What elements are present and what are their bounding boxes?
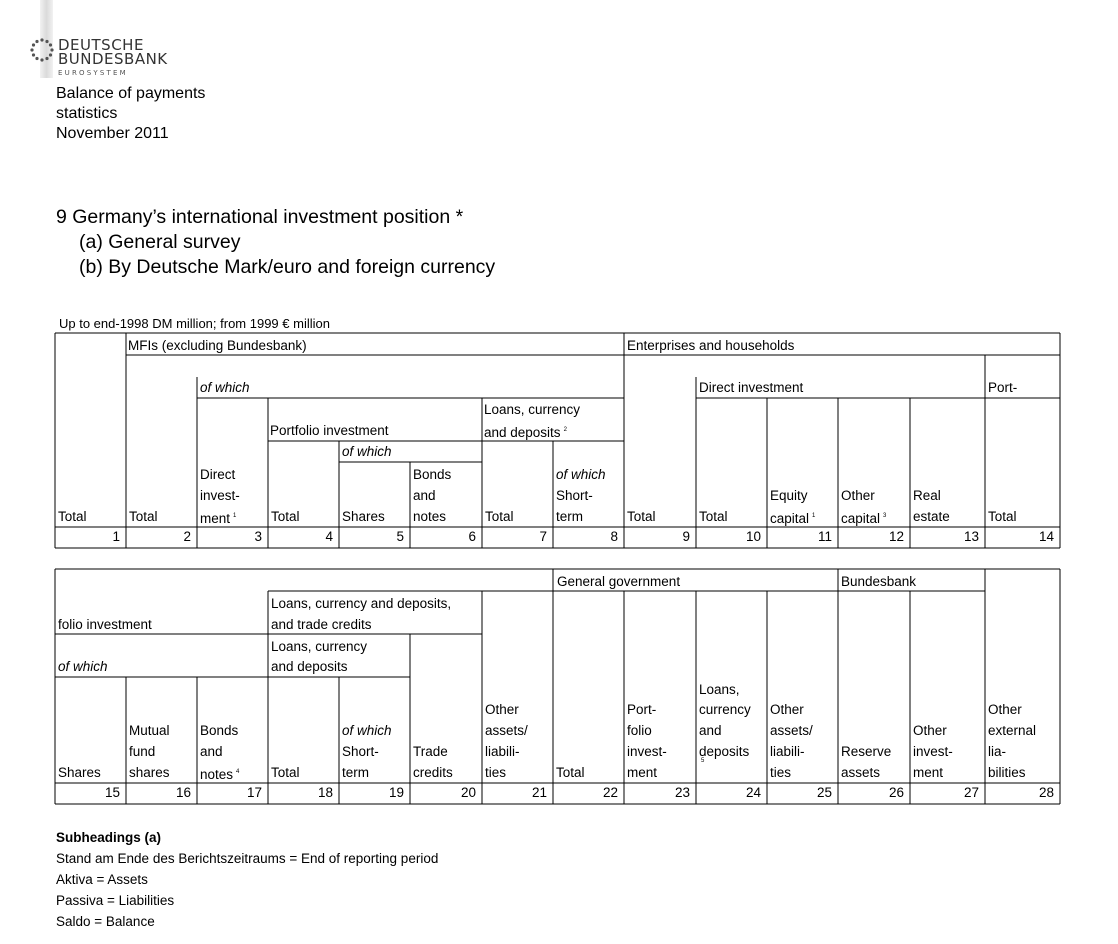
header-bundesbank: Bundesbank	[841, 574, 917, 589]
publication-line3: November 2011	[56, 125, 169, 142]
col-number: 8	[610, 529, 618, 544]
col6-label-2: and	[413, 488, 436, 503]
header-loans-trade-1: Loans, currency and deposits,	[271, 596, 452, 611]
publication-line1: Balance of payments	[56, 85, 206, 102]
col28-label-2: external	[988, 723, 1037, 738]
col-number: 22	[602, 785, 618, 800]
col24-label-2: currency	[699, 702, 751, 717]
header-general-government: General government	[557, 574, 681, 589]
col-number: 21	[531, 785, 547, 800]
col-number: 6	[468, 529, 476, 544]
col-number: 2	[183, 529, 191, 544]
col-number: 14	[1038, 529, 1054, 544]
notes-line: Passiva = Liabilities	[56, 893, 175, 908]
col-number: 23	[674, 785, 690, 800]
col20-label-2: credits	[413, 765, 453, 780]
header-loans-currency: Loans, currency	[271, 639, 368, 654]
logo-text-line2: BUNDESBANK	[58, 50, 168, 68]
col2-label: Total	[129, 509, 158, 524]
table-title-sub-b: (b) By Deutsche Mark/euro and foreign currency	[79, 256, 496, 278]
col-number: 3	[254, 529, 262, 544]
logo-text-line3: EUROSYSTEM	[58, 69, 128, 77]
col23-label-3: invest-	[627, 744, 667, 759]
header-loans-currency: Loans, currency	[484, 402, 581, 417]
notes-heading: Subheadings (a)	[56, 830, 162, 845]
col21-label-4: ties	[485, 765, 507, 780]
col21-label-2: assets/	[485, 723, 528, 738]
col6-label-1: Bonds	[413, 467, 452, 482]
col28-label-4: bilities	[988, 765, 1026, 780]
col25-label-3: liabili-	[770, 744, 805, 759]
header-enterprises: Enterprises and households	[627, 338, 795, 353]
col19-label-3: term	[342, 765, 369, 780]
col24-label-3: and	[699, 723, 722, 738]
col-number: 4	[325, 529, 333, 544]
col-number: 9	[682, 529, 690, 544]
header-loans-deposits: and deposits	[271, 659, 348, 674]
col17-label-2: and	[200, 744, 223, 759]
col23-label-2: folio	[627, 723, 652, 738]
col-number: 12	[888, 529, 904, 544]
col-number: 25	[816, 785, 832, 800]
col26-label-1: Reserve	[841, 744, 892, 759]
col18-label: Total	[271, 765, 300, 780]
col13-label-1: Real	[913, 488, 941, 503]
header-loans-trade-2: and trade credits	[271, 617, 372, 632]
header-direct-investment: Direct investment	[699, 380, 804, 395]
header-mfis: MFIs (excluding Bundesbank)	[128, 338, 307, 353]
col-number: 24	[745, 785, 761, 800]
col20-label-1: Trade	[413, 744, 448, 759]
col24-label-4: deposits	[699, 744, 750, 759]
col4-label: Total	[271, 509, 300, 524]
col21-label-1: Other	[485, 702, 519, 717]
col22-label: Total	[556, 765, 585, 780]
publication-line2: statistics	[56, 105, 118, 122]
table-title-main: 9 Germany’s international investment position *	[56, 206, 464, 228]
col1-label: Total	[58, 509, 87, 524]
col-number: 5	[396, 529, 404, 544]
col25-label-1: Other	[770, 702, 804, 717]
col17-label-1: Bonds	[200, 723, 239, 738]
col3-label-1: Direct	[200, 467, 236, 482]
col-number: 11	[817, 529, 832, 544]
col14-label: Total	[988, 509, 1017, 524]
col12-label-1: Other	[841, 488, 875, 503]
header-of-which: of which	[200, 380, 250, 395]
notes-line: Stand am Ende des Berichtszeitraums = End of reporting period	[56, 851, 439, 866]
header-portfolio-investment: Portfolio investment	[270, 423, 389, 438]
col-number: 19	[388, 785, 404, 800]
col28-label-1: Other	[988, 702, 1022, 717]
col23-label-1: Port-	[627, 702, 657, 717]
col12-label-2: capital $^3$	[841, 511, 887, 526]
col23-label-4: ment	[627, 765, 658, 780]
col19-label-2: Short-	[342, 744, 379, 759]
col13-label-2: estate	[913, 509, 950, 524]
col-number: 10	[745, 529, 761, 544]
col27-label-2: invest-	[913, 744, 953, 759]
col27-label-3: ment	[913, 765, 944, 780]
col3-label-3: ment $^1$	[200, 511, 237, 526]
col9-label: Total	[627, 509, 656, 524]
col8-label-3: term	[556, 509, 583, 524]
col-number: 17	[246, 785, 262, 800]
unit-note: Up to end-1998 DM million; from 1999 € million	[59, 316, 330, 331]
col-number: 13	[963, 529, 979, 544]
col7-label: Total	[485, 509, 514, 524]
header-port: Port-	[988, 380, 1018, 395]
notes-line: Aktiva = Assets	[56, 872, 148, 887]
col28-label-3: lia-	[988, 744, 1007, 759]
col17-label-3: notes $^4$	[200, 767, 240, 782]
header-folio-investment: folio investment	[58, 617, 152, 632]
col3-label-2: invest-	[200, 488, 240, 503]
col19-label-1: of which	[342, 723, 392, 738]
col-number: 20	[460, 785, 476, 800]
col25-label-2: assets/	[770, 723, 813, 738]
col16-label-3: shares	[129, 765, 170, 780]
col-number: 27	[963, 785, 979, 800]
col-number: 28	[1038, 785, 1054, 800]
header-loans-deposits: and deposits $^2$	[484, 425, 567, 440]
col10-label: Total	[699, 509, 728, 524]
col5-label: Shares	[342, 509, 385, 524]
col25-label-4: ties	[770, 765, 792, 780]
col-number: 26	[888, 785, 904, 800]
col-number: 18	[317, 785, 333, 800]
col-number: 15	[104, 785, 120, 800]
col21-label-3: liabili-	[485, 744, 520, 759]
col27-label-1: Other	[913, 723, 947, 738]
logo-text-line1: DEUTSCHE	[58, 36, 144, 54]
col15-label: Shares	[58, 765, 101, 780]
col6-label-3: notes	[413, 509, 447, 524]
col16-label-2: fund	[129, 744, 156, 759]
col-number: 7	[539, 529, 547, 544]
col-number: 16	[175, 785, 191, 800]
col-number: 1	[112, 529, 120, 544]
col26-label-2: assets	[841, 765, 881, 780]
col24-label-1: Loans,	[699, 682, 740, 697]
col24-footnote: 5	[701, 758, 705, 764]
col11-label-2: capital $^1$	[770, 511, 816, 526]
subheadings-notes	[56, 827, 438, 932]
notes-line: Saldo = Balance	[56, 914, 155, 929]
col8-label-2: Short-	[556, 488, 593, 503]
col11-label-1: Equity	[770, 488, 808, 503]
col8-label-1: of which	[556, 467, 606, 482]
col16-label-1: Mutual	[129, 723, 170, 738]
table-title-sub-a: (a) General survey	[79, 231, 241, 253]
header-of-which-2: of which	[342, 444, 392, 459]
header-of-which: of which	[58, 659, 108, 674]
